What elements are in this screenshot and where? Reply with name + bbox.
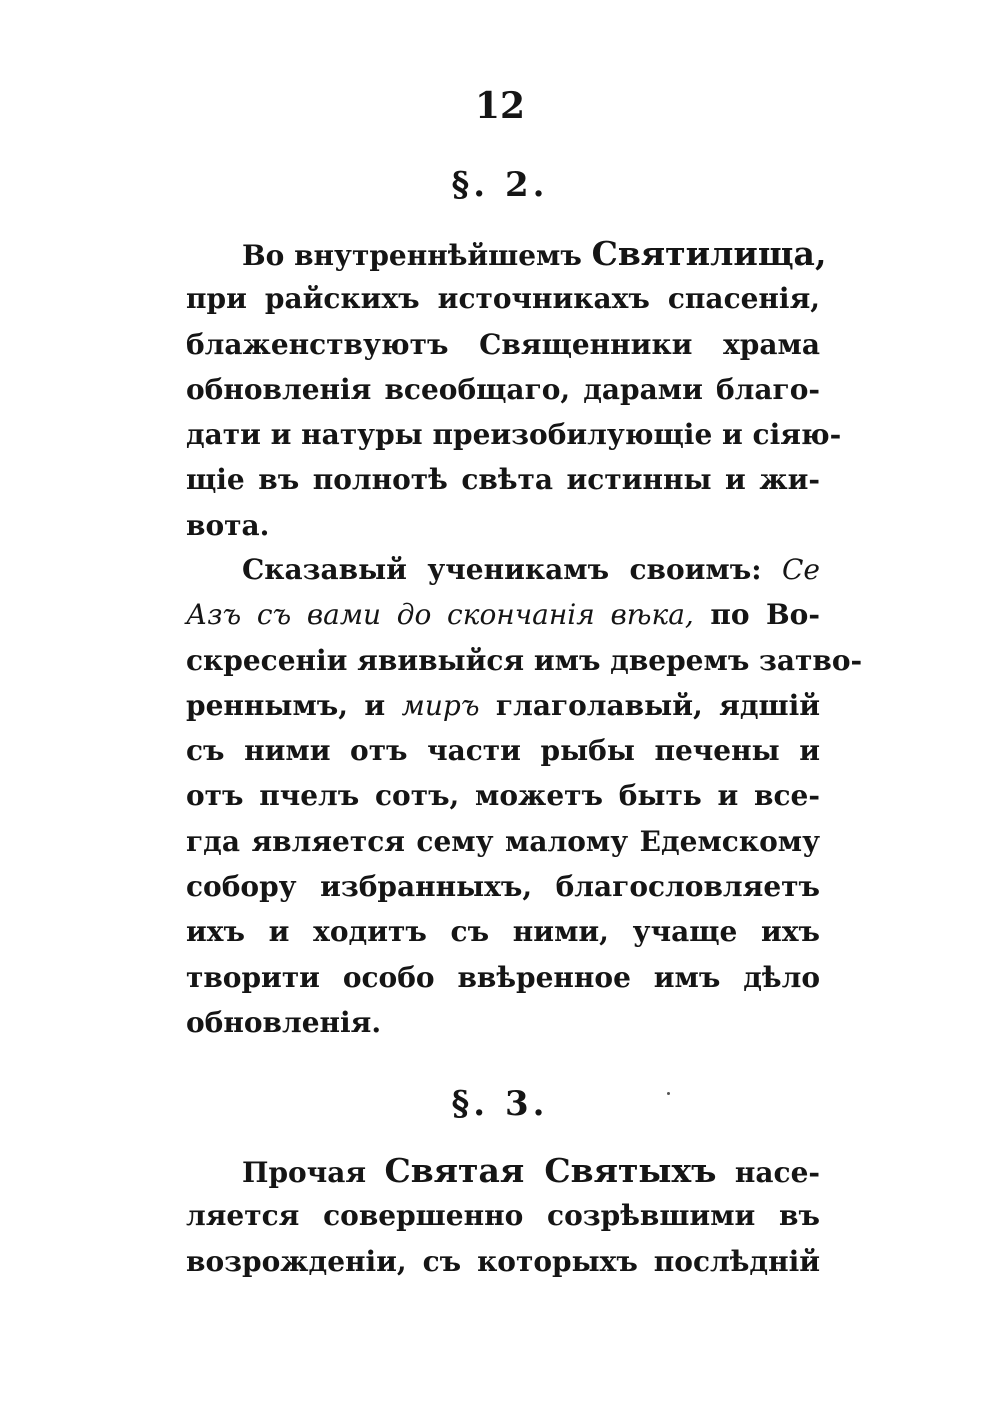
- text-line: блаженствуютъ Священники храма: [186, 327, 820, 361]
- text-run: насе-: [716, 1156, 820, 1189]
- text-line: щіе въ полнотѣ свѣта истинны и жи-: [186, 463, 820, 497]
- text-line: при райскихъ источникахъ спасенія,: [186, 282, 820, 316]
- paper-speck: [667, 1092, 670, 1095]
- text-line: ляется совершенно созрѣвшими въ: [186, 1199, 820, 1233]
- text-line: обновленія.: [186, 1005, 382, 1039]
- text-run: Сказавый ученикамъ своимъ:: [242, 553, 782, 586]
- text-line: гда является сему малому Едемскому: [186, 824, 820, 858]
- text-line: [186, 547, 820, 592]
- emphasized-word: Святилища,: [591, 234, 827, 273]
- text-line: дати и натуры преизобилующіе и сіяю-: [186, 418, 842, 452]
- text-line: ихъ и ходитъ съ ними, учаще ихъ: [186, 915, 820, 949]
- italic-word: миръ: [401, 688, 480, 722]
- page-number: 12: [474, 85, 526, 127]
- text-line: возрожденіи, съ которыхъ послѣдній: [186, 1244, 820, 1278]
- text-line: скресеніи явивыйся имъ дверемъ затво-: [186, 643, 863, 677]
- text-line: обновленія всеобщаго, дарами благо-: [186, 372, 820, 406]
- emphasized-words: Святая Святыхъ: [384, 1151, 717, 1190]
- text-run: по Во-: [693, 598, 820, 632]
- section-2-paragraph-2: [186, 547, 863, 1045]
- section-heading-2: §. 2.: [451, 165, 549, 205]
- text-line: [186, 592, 820, 637]
- italic-quote: Азъ съ вами до скончанія вѣка,: [186, 598, 694, 632]
- text-line: отъ пчелъ сотъ, можетъ быть и все-: [186, 779, 820, 813]
- text-line: вота.: [186, 508, 270, 542]
- section-heading-3: §. 3.: [451, 1084, 549, 1124]
- text-run: глаголавый, ядшій: [479, 688, 820, 722]
- text-run: Во внутреннѣйшемъ: [242, 239, 592, 272]
- italic-quote: Се: [782, 553, 820, 586]
- text-line: собору избранныхъ, благословляетъ: [186, 870, 820, 904]
- text-line: [186, 231, 827, 276]
- text-run: Прочая: [242, 1156, 385, 1189]
- text-run: реннымъ, и: [186, 688, 402, 722]
- section-3-paragraph-1: [186, 1148, 820, 1284]
- section-2-paragraph-1: [186, 231, 842, 548]
- text-line: творити особо ввѣренное имъ дѣло: [186, 960, 820, 994]
- text-line: съ ними отъ части рыбы печены и: [186, 734, 820, 768]
- text-line: [186, 1148, 820, 1193]
- text-line: [186, 683, 820, 728]
